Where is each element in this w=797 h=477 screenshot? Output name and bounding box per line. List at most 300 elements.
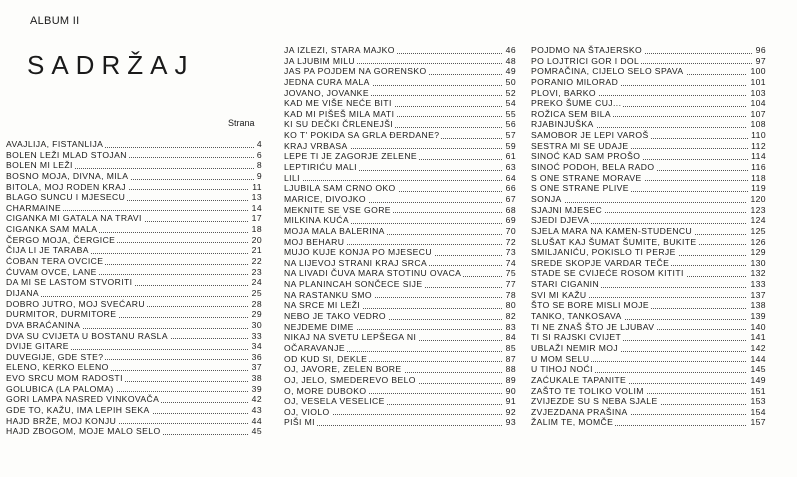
toc-entry-page: 72 <box>503 237 516 248</box>
toc-entry-title: BITOLA, MOJ RODEN KRAJ <box>6 181 126 192</box>
toc-entry <box>6 394 262 405</box>
toc-entry-page: 97 <box>753 56 766 67</box>
toc-entry <box>284 173 516 184</box>
toc-entry-title: SVI MI KAŽU <box>531 289 587 300</box>
toc-entry-title: GORI LAMPA NASRED VINKOVAČA <box>6 394 160 405</box>
toc-entry-page: 149 <box>747 375 766 386</box>
toc-entry <box>6 426 262 437</box>
toc-entry-title: DVA SU CVIJETA U BOSTANU RASLA <box>6 330 168 341</box>
toc-entry-page: 77 <box>503 279 516 290</box>
toc-entry <box>284 332 516 343</box>
toc-entry-page: 36 <box>249 352 262 363</box>
toc-entry-page: 83 <box>503 322 516 333</box>
toc-entry-title: MOJ BEHARU <box>284 236 345 247</box>
toc-entry-title: SJELA MARA NA KAMEN-STUDENCU <box>531 225 693 236</box>
toc-entry-title: ZVIJEZDE SU S NEBA SJALE <box>531 396 658 407</box>
toc-entry-title: KRAJ VRBASA <box>284 140 348 151</box>
toc-entry-page: 116 <box>748 162 766 173</box>
toc-entry <box>6 320 262 331</box>
toc-entry-page: 37 <box>249 362 262 373</box>
toc-entry-page: 48 <box>503 56 516 67</box>
toc-entry <box>6 309 262 320</box>
toc-entry-page: 50 <box>503 77 516 88</box>
toc-entry-title: SJAJNI MJESEC <box>531 204 603 215</box>
toc-entry <box>531 407 766 418</box>
toc-entry-title: ELENO, KERKO ELENO <box>6 362 109 373</box>
toc-entry-page: 4 <box>254 139 262 150</box>
toc-entry-title: CHARMAINE <box>6 202 62 213</box>
toc-entry <box>6 192 262 203</box>
toc-entry-title: MARICE, DIVOJKO <box>284 193 366 204</box>
toc-entry-title: JEDNA CURA MALA <box>284 76 370 87</box>
toc-entry <box>531 162 766 173</box>
toc-entry <box>531 279 766 290</box>
toc-entry <box>531 237 766 248</box>
toc-entry-title: KAD MI PIŠEŠ MILA MATI <box>284 108 395 119</box>
toc-entry-page: 103 <box>747 88 766 99</box>
toc-entry-page: 17 <box>249 213 262 224</box>
toc-entry-title: SINOĆ KAD SAM PROŠO <box>531 151 641 162</box>
toc-entry <box>284 45 516 56</box>
toc-entry <box>531 183 766 194</box>
toc-entry-page: 68 <box>503 205 516 216</box>
toc-entry <box>531 354 766 365</box>
toc-entry-page: 84 <box>503 332 516 343</box>
toc-entry-page: 137 <box>747 290 766 301</box>
toc-entry <box>531 332 766 343</box>
toc-entry-page: 33 <box>249 331 262 342</box>
toc-entry <box>531 311 766 322</box>
toc-entry-title: OD KUD SI, DEKLE <box>284 353 368 364</box>
toc-entry-page: 29 <box>249 309 262 320</box>
toc-entry <box>6 341 262 352</box>
toc-entry <box>284 290 516 301</box>
toc-entry-title: DVIJE GITARE <box>6 341 69 352</box>
toc-entry <box>531 215 766 226</box>
page-column-header: Strana <box>228 118 255 128</box>
toc-entry-page: 6 <box>254 150 262 161</box>
toc-entry-page: 100 <box>747 66 766 77</box>
toc-entry <box>284 205 516 216</box>
toc-entry <box>6 182 262 193</box>
toc-entry <box>284 130 516 141</box>
toc-entry-page: 52 <box>503 88 516 99</box>
toc-entry-title: NIKAJ NA SVETU LEPŠEGA NI <box>284 332 417 343</box>
toc-entry <box>284 162 516 173</box>
toc-entry-page: 108 <box>747 119 766 130</box>
toc-entry-page: 140 <box>747 322 766 333</box>
toc-entry-title: MILKINA KUĆA <box>284 215 349 226</box>
toc-entry <box>6 213 262 224</box>
toc-entry <box>284 226 516 237</box>
toc-entry <box>284 311 516 322</box>
toc-entry-title: HAJD BRŽE, MOJ KONJU <box>6 415 117 426</box>
toc-entry <box>531 194 766 205</box>
toc-entry-page: 104 <box>747 98 766 109</box>
toc-entry-page: 49 <box>503 66 516 77</box>
toc-entry-title: ŠTO SE BORE MISLI MOJE <box>531 300 649 311</box>
toc-entry <box>531 322 766 333</box>
toc-entry-page: 43 <box>249 405 262 416</box>
toc-entry-title: NEJDEME DIME <box>284 321 354 332</box>
toc-entry-title: NEBO JE TAKO VEDRO <box>284 311 386 322</box>
toc-entry-page: 28 <box>249 299 262 310</box>
toc-entry-title: LILI <box>284 172 300 183</box>
toc-entry-title: ROŽICA SEM BILA <box>531 108 612 119</box>
toc-entry-page: 93 <box>503 417 516 428</box>
toc-entry <box>284 375 516 386</box>
toc-entry-title: ŽALIM TE, MOMČE <box>531 417 614 428</box>
toc-entry-page: 23 <box>249 267 262 278</box>
toc-entry <box>284 98 516 109</box>
toc-entry-page: 54 <box>503 98 516 109</box>
toc-entry-title: KO T' POKIDA SA GRLA ĐERDANE? <box>284 130 440 141</box>
toc-entry-page: 107 <box>747 109 766 120</box>
toc-entry-title: DURMITOR, DURMITORE <box>6 309 117 320</box>
toc-entry <box>531 119 766 130</box>
toc-entry-page: 145 <box>747 364 766 375</box>
toc-entry-page: 55 <box>503 109 516 120</box>
toc-entry-title: DVA BRAĆANINA <box>6 319 81 330</box>
toc-entry-title: JAS PA POJDEM NA GORENSKO <box>284 66 427 77</box>
toc-entry <box>531 300 766 311</box>
toc-entry <box>531 151 766 162</box>
toc-entry-title: LEPTIRIĆU MALI <box>284 162 357 173</box>
toc-entry-page: 59 <box>503 141 516 152</box>
toc-entry <box>531 375 766 386</box>
toc-entry-title: SLUŠAT KAJ ŠUMAT ŠUMITE, BUKITE <box>531 236 697 247</box>
toc-entry-title: GOLUBICA (LA PALOMA) <box>6 383 114 394</box>
toc-entry-title: OJ, VESELA VESELICE <box>284 396 385 407</box>
toc-entry-page: 22 <box>249 256 262 267</box>
toc-entry-title: PREKO ŠUME CUJ... <box>531 98 622 109</box>
toc-entry-title: NA SRCE MI LEŽI <box>284 300 361 311</box>
toc-entry-page: 21 <box>249 245 262 256</box>
toc-entry-page: 123 <box>747 205 766 216</box>
toc-entry-title: DUVEGIJE, GDE STE? <box>6 351 104 362</box>
toc-entry <box>284 407 516 418</box>
toc-entry <box>6 373 262 384</box>
toc-entry-title: UBLAŽI NEMIR MOJ <box>531 342 619 353</box>
toc-entry-page: 144 <box>747 354 766 365</box>
toc-entry-page: 151 <box>747 386 766 397</box>
toc-entry <box>6 267 262 278</box>
toc-entry-page: 25 <box>249 288 262 299</box>
toc-entry-page: 82 <box>503 311 516 322</box>
toc-entry-page: 57 <box>503 130 516 141</box>
toc-entry <box>284 364 516 375</box>
dot-leader <box>284 180 516 181</box>
toc-entry-page: 42 <box>249 394 262 405</box>
toc-entry-title: S ONE STRANE PLIVE <box>531 183 629 194</box>
toc-entry-page: 63 <box>503 162 516 173</box>
toc-entry-page: 142 <box>747 343 766 354</box>
toc-entry-page: 96 <box>753 45 766 56</box>
toc-entry-page: 133 <box>747 279 766 290</box>
toc-entry <box>531 98 766 109</box>
toc-entry-page: 153 <box>747 396 766 407</box>
toc-entry-title: DOBRO JUTRO, MOJ SVEĆARU <box>6 298 145 309</box>
toc-entry-page: 92 <box>503 407 516 418</box>
toc-entry-title: BOSNO MOJA, DIVNA, MILA <box>6 170 129 181</box>
toc-column-1 <box>6 139 262 437</box>
toc-entry-page: 45 <box>249 426 262 437</box>
toc-entry <box>284 56 516 67</box>
toc-entry-page: 125 <box>747 226 766 237</box>
toc-entry-page: 101 <box>747 77 766 88</box>
toc-entry <box>284 88 516 99</box>
toc-entry-title: MUJO KUJE KONJA PO MJESECU <box>284 247 432 258</box>
toc-entry-title: DIJANA <box>6 287 39 298</box>
toc-entry-title: POJDMO NA ŠTAJERSKO <box>531 45 643 55</box>
toc-entry-title: PORANIO MILORAD <box>531 76 619 87</box>
toc-entry-page: 80 <box>503 300 516 311</box>
toc-entry <box>531 66 766 77</box>
toc-entry-title: BOLEN LEŽI MLAD STOJAN <box>6 149 127 160</box>
toc-entry <box>284 77 516 88</box>
toc-entry-title: TI SI RAJSKI CVIJET <box>531 332 622 343</box>
toc-entry-title: LJUBILA SAM CRNO OKO <box>284 183 396 194</box>
toc-entry <box>284 386 516 397</box>
toc-entry-page: 67 <box>503 194 516 205</box>
toc-entry-title: BOLEN MI LEŽI <box>6 160 73 171</box>
toc-entry-title: SMILJANIĆU, POKISLO TI PERJE <box>531 247 676 258</box>
toc-entry <box>284 322 516 333</box>
toc-entry <box>6 362 262 373</box>
toc-entry <box>6 203 262 214</box>
toc-entry-title: CIGANKA SAM MALA <box>6 224 98 235</box>
toc-entry-page: 46 <box>503 45 516 56</box>
toc-entry <box>284 109 516 120</box>
dot-leader <box>284 425 516 426</box>
toc-entry-page: 44 <box>249 416 262 427</box>
toc-entry <box>6 245 262 256</box>
toc-entry-title: SJEDI DJEVA <box>531 215 590 226</box>
toc-entry-title: OČARAVANJE <box>284 342 345 353</box>
toc-entry <box>284 183 516 194</box>
toc-entry-title: ZAŠTO TE TOLIKO VOLIM <box>531 385 644 396</box>
toc-entry-page: 110 <box>748 130 766 141</box>
toc-entry <box>284 247 516 258</box>
toc-entry-title: ČIJA LI JE TARABA <box>6 245 89 256</box>
toc-entry-page: 124 <box>747 215 766 226</box>
toc-entry-title: SAMOBOR JE LEPI VAROŠ <box>531 130 649 141</box>
toc-entry-title: JOVANO, JOVANKE <box>284 87 369 98</box>
toc-entry-page: 69 <box>503 215 516 226</box>
toc-entry-page: 66 <box>503 183 516 194</box>
toc-entry-page: 114 <box>748 151 766 162</box>
toc-entry-title: NA LIVADI ČUVA MARA STOTINU OVACA <box>284 268 462 279</box>
toc-entry <box>6 331 262 342</box>
toc-entry-page: 8 <box>254 160 262 171</box>
toc-entry <box>531 173 766 184</box>
toc-entry-title: EVO SRCU MOM RADOSTI <box>6 373 123 384</box>
toc-entry <box>531 417 766 428</box>
toc-entry-title: ĆOBAN TERA OVCICE <box>6 256 104 267</box>
toc-entry <box>6 384 262 395</box>
toc-entry-title: SINOĆ PODOH, BELA RADO <box>531 162 655 173</box>
toc-entry-title: HAJD ZBOGOM, MOJE MALO SELO <box>6 426 161 437</box>
toc-entry-title: POMRAČINA, CIJELO SELO SPAVA <box>531 66 684 77</box>
toc-entry-title: STARI CIGANIN <box>531 279 600 290</box>
toc-entry-page: 11 <box>249 182 262 193</box>
toc-entry-page: 118 <box>748 173 766 184</box>
toc-entry-page: 13 <box>249 192 262 203</box>
toc-entry <box>284 268 516 279</box>
toc-entry-title: DA MI SE LASTOM STVORITI <box>6 277 133 288</box>
toc-entry-page: 129 <box>747 247 766 258</box>
toc-entry <box>6 352 262 363</box>
toc-entry <box>284 151 516 162</box>
toc-entry <box>284 194 516 205</box>
toc-entry <box>284 141 516 152</box>
toc-entry-title: NA RASTANKU SMO <box>284 289 372 300</box>
toc-entry <box>531 364 766 375</box>
toc-entry-page: 126 <box>747 237 766 248</box>
toc-entry-title: SREDE SKOPJE VARDAR TEČE <box>531 257 670 268</box>
toc-entry-page: 130 <box>747 258 766 269</box>
toc-entry <box>531 290 766 301</box>
toc-entry-title: NA LIJEVOJ STRANI KRAJ SRCA <box>284 257 428 268</box>
toc-entry-page: 70 <box>503 226 516 237</box>
toc-entry-title: OJ, JELO, SMEDEREVO BELO <box>284 374 416 385</box>
toc-entry-page: 138 <box>747 300 766 311</box>
toc-entry <box>6 235 262 246</box>
toc-entry-title: MEKNITE SE VSE GORE <box>284 204 391 215</box>
album-label: ALBUM II <box>30 15 80 27</box>
toc-entry-title: BLAGO SUNCU I MJESECU <box>6 192 126 203</box>
toc-entry-title: MOJA MALA BALERINA <box>284 225 385 236</box>
toc-entry <box>531 396 766 407</box>
toc-entry <box>531 386 766 397</box>
toc-entry <box>284 119 516 130</box>
dot-leader <box>6 296 262 297</box>
toc-entry <box>531 56 766 67</box>
toc-entry-page: 75 <box>503 268 516 279</box>
toc-entry-title: TANKO, TANKOSAVA <box>531 311 622 322</box>
toc-entry-page: 154 <box>747 407 766 418</box>
toc-entry <box>6 256 262 267</box>
toc-entry <box>531 45 766 56</box>
toc-entry <box>531 268 766 279</box>
toc-entry-page: 34 <box>249 341 262 352</box>
toc-entry-title: RJABINJUŠKA <box>531 119 594 130</box>
toc-entry-title: CIGANKA MI GATALA NA TRAVI <box>6 213 142 224</box>
toc-entry <box>284 354 516 365</box>
toc-entry <box>531 88 766 99</box>
toc-entry-title: U TIHOJ NOĆI <box>531 364 593 375</box>
toc-entry <box>284 417 516 428</box>
toc-entry <box>6 288 262 299</box>
toc-entry-page: 90 <box>503 386 516 397</box>
toc-entry-page: 88 <box>503 364 516 375</box>
toc-entry-title: O, MORE DUBOKO <box>284 385 367 396</box>
toc-entry <box>6 277 262 288</box>
toc-entry-title: TI NE ZNAŠ ŠTO JE LJUBAV <box>531 321 655 332</box>
toc-entry-title: PO LOJTRICI GOR I DOL <box>531 55 640 66</box>
toc-entry-page: 141 <box>747 332 766 343</box>
toc-entry-title: NA PLANINCAH SONČECE SIJE <box>284 279 423 290</box>
toc-entry-page: 20 <box>249 235 262 246</box>
toc-entry-page: 85 <box>503 343 516 354</box>
toc-entry-page: 74 <box>503 258 516 269</box>
toc-entry-page: 14 <box>249 203 262 214</box>
page-title: SADRŽAJ <box>27 50 195 80</box>
toc-entry-title: JA LJUBIM MILU <box>284 55 356 66</box>
toc-entry-title: JA IZLEZI, STARA MAJKO <box>284 45 395 55</box>
toc-entry-title: ĆUVAM OVCE, LANE <box>6 266 97 277</box>
toc-entry-page: 78 <box>503 290 516 301</box>
toc-entry-page: 39 <box>249 384 262 395</box>
toc-entry <box>284 279 516 290</box>
toc-entry-title: GDE TO, KAŽU, IMA LEPIH SEKA <box>6 405 150 416</box>
toc-entry-title: S ONE STRANE MORAVE <box>531 172 642 183</box>
toc-entry-page: 112 <box>748 141 766 152</box>
toc-entry-page: 139 <box>747 311 766 322</box>
toc-entry <box>6 150 262 161</box>
toc-entry-title: OJ, JAVORE, ZELEN BORE <box>284 364 402 375</box>
toc-entry-page: 24 <box>249 277 262 288</box>
toc-entry-title: SESTRA MI SE UDAJE <box>531 140 629 151</box>
toc-entry-title: ČERGO MOJA, ČERGICE <box>6 234 116 245</box>
toc-entry-page: 64 <box>503 173 516 184</box>
toc-entry-title: U MOM SELU <box>531 353 590 364</box>
toc-entry-title: AVAJLIJA, FISTANLIJA <box>6 139 104 149</box>
toc-entry <box>6 405 262 416</box>
toc-entry-page: 89 <box>503 375 516 386</box>
toc-entry-page: 9 <box>254 171 262 182</box>
toc-entry <box>531 77 766 88</box>
toc-entry <box>284 66 516 77</box>
toc-entry <box>6 416 262 427</box>
toc-entry-page: 18 <box>249 224 262 235</box>
toc-entry-title: KI SU DEČKI ČRLENEJŠI <box>284 119 394 130</box>
toc-entry-page: 87 <box>503 354 516 365</box>
toc-entry <box>531 258 766 269</box>
toc-entry <box>6 299 262 310</box>
toc-entry-title: PLOVI, BARKO <box>531 87 596 98</box>
toc-entry <box>6 160 262 171</box>
toc-entry <box>284 215 516 226</box>
toc-entry <box>284 396 516 407</box>
toc-entry-title: ZAĆUKALE TAPANITE <box>531 374 627 385</box>
toc-entry-title: PIŠI MI <box>284 417 315 428</box>
toc-entry-title: STADE SE CVIJEĆE ROSOM KITITI <box>531 268 684 279</box>
toc-column-3 <box>531 45 766 428</box>
toc-entry <box>531 130 766 141</box>
toc-entry <box>531 226 766 237</box>
toc-entry-page: 38 <box>249 373 262 384</box>
toc-entry-page: 120 <box>747 194 766 205</box>
toc-entry-page: 30 <box>249 320 262 331</box>
toc-entry <box>6 224 262 235</box>
toc-entry <box>6 139 262 150</box>
toc-entry-page: 157 <box>747 417 766 428</box>
toc-entry <box>531 205 766 216</box>
toc-entry-title: ZVJEZDANA PRAŠINA <box>531 406 628 417</box>
toc-entry-page: 91 <box>503 396 516 407</box>
toc-entry-title: SONJA <box>531 193 562 204</box>
toc-entry <box>531 141 766 152</box>
toc-entry-page: 73 <box>503 247 516 258</box>
toc-entry <box>284 343 516 354</box>
toc-entry <box>531 247 766 258</box>
toc-entry-title: LEPE TI JE ZAGORJE ZELENE <box>284 151 418 162</box>
toc-entry <box>531 343 766 354</box>
toc-entry-title: OJ, VIOLO <box>284 406 330 417</box>
toc-entry <box>284 300 516 311</box>
dot-leader <box>531 202 766 203</box>
